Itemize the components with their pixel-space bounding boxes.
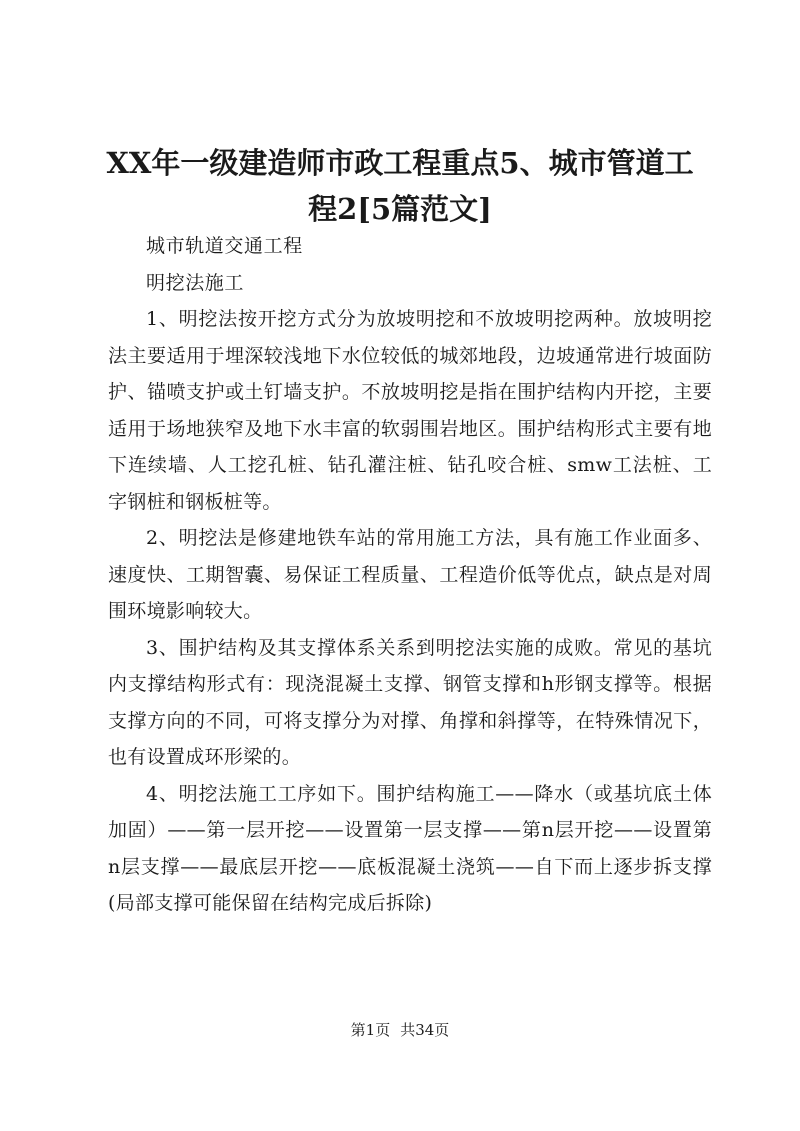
page-footer [0, 1020, 800, 1040]
paragraph-4: 4、明挖法施工工序如下。围护结构施工——降水（或基坑底土体加固）——第一层开挖——设置第一层支撑——第n层开挖——设置第n层支撑——最底层开挖——底板混凝土浇筑——自下而上逐步拆支撑(局部支撑可能保留在结构完成后拆除) [108, 782, 712, 914]
paragraph-1: 1、明挖法按开挖方式分为放坡明挖和不放坡明挖两种。放坡明挖法主要适用于埋深较浅地下水位较低的城郊地段，边坡通常进行坡面防护、锚喷支护或土钉墙支护。不放坡明挖是指在围护结构内开挖，主要适用于场地狭窄及地下水丰富的软弱围岩地区。围护结构形式主要有地下连续墙、人工挖孔桩、钻孔灌注桩、钻孔咬合桩、smw工法桩、工字钢桩和钢板桩等。 [108, 308, 712, 513]
paragraph-3: 3、围护结构及其支撑体系关系到明挖法实施的成败。常见的基坑内支撑结构形式有：现浇混凝土支撑、钢管支撑和h形钢支撑等。根据支撑方向的不同，可将支撑分为对撑、角撑和斜撑等，在特殊情况下，也有设置成环形梁的。 [108, 636, 712, 768]
section-heading: 城市轨道交通工程 [146, 235, 303, 257]
paragraph-2: 2、明挖法是修建地铁车站的常用施工方法，具有施工作业面多、速度快、工期智囊、易保证工程质量、工程造价低等优点，缺点是对周围环境影响较大。 [108, 527, 712, 622]
page-total: 共34页 [400, 1021, 450, 1039]
subsection-heading: 明挖法施工 [146, 271, 245, 294]
document-body [108, 228, 712, 922]
page-number: 第1页 [350, 1021, 391, 1039]
document-title: XX年一级建造师市政工程重点5、城市管道工程2[5篇范文] [106, 146, 694, 226]
